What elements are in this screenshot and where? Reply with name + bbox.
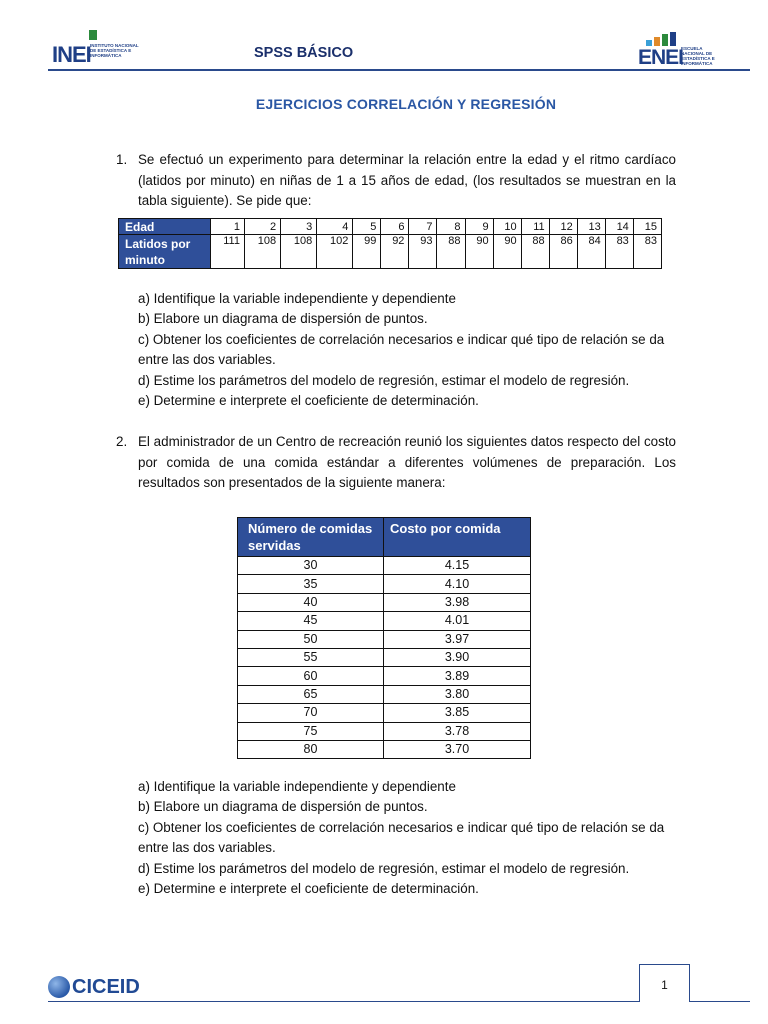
- row-header-heartrate: Latidos por minuto: [119, 235, 211, 269]
- table-cell: 83: [633, 235, 661, 269]
- table-row: [119, 235, 662, 269]
- list-item: a) Identifique la variable independiente y dependiente: [138, 779, 456, 794]
- table-cell: 3.98: [384, 593, 531, 611]
- table-row: [238, 575, 531, 593]
- enei-logo-text: ENEI: [638, 46, 684, 69]
- table-cell: 75: [238, 722, 384, 740]
- table-cell: 55: [238, 648, 384, 666]
- table-row: [119, 219, 662, 235]
- table-cell: 60: [238, 667, 384, 685]
- list-item: e) Determine e interprete el coeficiente de determinación.: [138, 881, 479, 897]
- table-cell: 83: [605, 235, 633, 269]
- list-item: b) Elabore un diagrama de dispersión de puntos.: [138, 799, 428, 815]
- table-cell: 93: [409, 235, 437, 269]
- table-row: [238, 630, 531, 648]
- table-cell: 86: [549, 235, 577, 269]
- question-text: Se efectuó un experimento para determinar la relación entre la edad y el ritmo cardíaco (latidos por minuto) en niñas de 1 a 15 años de edad, (los resultados se muestran en la tabla siguiente). Se pide que:: [138, 152, 676, 208]
- table-cell: 50: [238, 630, 384, 648]
- globe-icon: [48, 976, 70, 998]
- table-cell: 40: [238, 593, 384, 611]
- header-title: SPSS BÁSICO: [254, 45, 354, 61]
- list-item: d) Estime los parámetros del modelo de regresión, estimar el modelo de regresión.: [138, 860, 630, 876]
- table-cell: 90: [493, 235, 521, 269]
- table-cell: 10: [493, 219, 521, 235]
- table-cell: 88: [521, 235, 549, 269]
- list-item: e) Determine e interprete el coeficiente de determinación.: [138, 393, 479, 409]
- question-1-tasks: [138, 289, 678, 411]
- table-cell: 35: [238, 575, 384, 593]
- table-cell: 99: [353, 235, 381, 269]
- table-cell: 65: [238, 685, 384, 703]
- page-number: 1: [639, 964, 690, 1002]
- table-row: [238, 648, 531, 666]
- table-cell: 3.89: [384, 667, 531, 685]
- table-cell: 45: [238, 612, 384, 630]
- table-cell: 9: [465, 219, 493, 235]
- table-cell: 92: [381, 235, 409, 269]
- inei-logo-text: INEI: [52, 42, 91, 67]
- list-item: b) Elabore un diagrama de dispersión de puntos.: [138, 311, 428, 327]
- list-item: c) Obtener los coeficientes de correlación necesarios e indicar qué tipo de relación se da entre las dos variables.: [138, 331, 665, 368]
- enei-logo: [636, 26, 726, 70]
- table-row: [238, 667, 531, 685]
- list-item: d) Estime los parámetros del modelo de regresión, estimar el modelo de regresión.: [138, 372, 630, 388]
- table-row: [238, 557, 531, 575]
- table-cell: 1: [211, 219, 245, 235]
- table-row: [238, 612, 531, 630]
- table-cell: 108: [281, 235, 317, 269]
- ciceid-logo-text: CICEID: [72, 975, 140, 998]
- table-cell: 111: [211, 235, 245, 269]
- table-cell: 6: [381, 219, 409, 235]
- table-cell: 5: [353, 219, 381, 235]
- document-title: EJERCICIOS CORRELACIÓN Y REGRESIÓN: [255, 96, 557, 112]
- column-header-meals: Número de comidas servidas: [238, 518, 384, 557]
- table-cell: 4: [317, 219, 353, 235]
- table-cell: 3.78: [384, 722, 531, 740]
- table-row: [238, 722, 531, 740]
- table-cell: 3.70: [384, 740, 531, 758]
- table-cell: 3.90: [384, 648, 531, 666]
- table-cell: 80: [238, 740, 384, 758]
- meals-cost-table: [237, 517, 531, 759]
- table-cell: 14: [605, 219, 633, 235]
- inei-logo-subtext: INSTITUTO NACIONAL DE ESTADÍSTICA E INFORMÁTICA: [90, 43, 139, 58]
- table-cell: 13: [577, 219, 605, 235]
- enei-logo-bars: [646, 32, 676, 46]
- enei-logo-subtext: ESCUELA NACIONAL DE ESTADÍSTICA E INFORMÁTICA: [681, 46, 715, 66]
- table-cell: 90: [465, 235, 493, 269]
- table-cell: 11: [521, 219, 549, 235]
- table-row: [238, 740, 531, 758]
- inei-logo: [52, 28, 142, 72]
- table-cell: 3: [281, 219, 317, 235]
- inei-logo-mark: [89, 30, 97, 40]
- table-row: [238, 593, 531, 611]
- table-cell: 30: [238, 557, 384, 575]
- table-row: [238, 704, 531, 722]
- question-number: 2.: [116, 434, 128, 449]
- table-cell: 2: [244, 219, 280, 235]
- age-heartrate-table: [118, 218, 662, 269]
- table-cell: 102: [317, 235, 353, 269]
- ciceid-logo: [48, 975, 140, 999]
- header-divider: [48, 69, 750, 71]
- table-cell: 3.80: [384, 685, 531, 703]
- table-cell: 4.15: [384, 557, 531, 575]
- question-text: El administrador de un Centro de recreación reunió los siguientes datos respecto del costo por comida de una comida estándar a diferentes volúmenes de preparación. Los resultados son presentados de la siguiente manera:: [138, 434, 676, 490]
- list-item: c) Obtener los coeficientes de correlación necesarios e indicar qué tipo de relación se da entre las dos variables.: [138, 819, 665, 856]
- question-2-tasks: [138, 777, 678, 899]
- list-item: a) Identifique la variable independiente y dependiente: [138, 291, 456, 306]
- table-cell: 88: [437, 235, 465, 269]
- table-row: [238, 685, 531, 703]
- column-header-cost: Costo por comida: [384, 518, 531, 557]
- table-cell: 84: [577, 235, 605, 269]
- table-cell: 108: [244, 235, 280, 269]
- table-cell: 15: [633, 219, 661, 235]
- table-cell: 3.97: [384, 630, 531, 648]
- table-cell: 3.85: [384, 704, 531, 722]
- table-cell: 7: [409, 219, 437, 235]
- table-cell: 4.01: [384, 612, 531, 630]
- table-cell: 70: [238, 704, 384, 722]
- question-number: 1.: [116, 152, 128, 167]
- table-cell: 8: [437, 219, 465, 235]
- table-header-row: [238, 518, 531, 557]
- table-cell: 12: [549, 219, 577, 235]
- table-cell: 4.10: [384, 575, 531, 593]
- row-header-age: Edad: [119, 219, 211, 235]
